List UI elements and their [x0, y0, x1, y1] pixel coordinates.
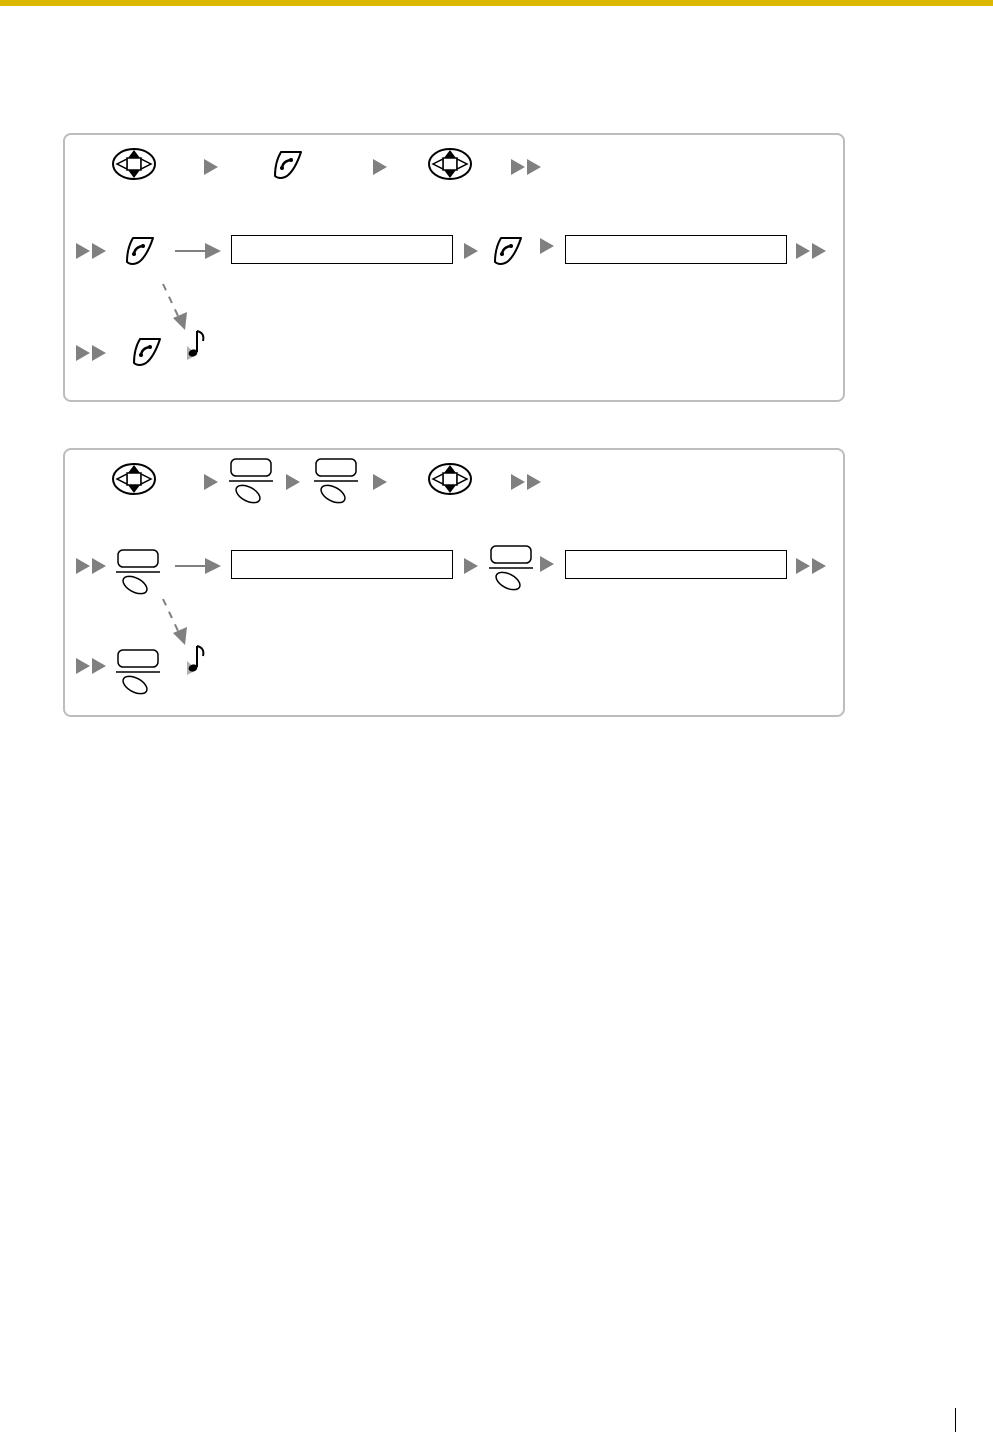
talk-key-icon	[132, 337, 162, 367]
talk-key-icon	[493, 236, 523, 266]
flexible-button-icon	[229, 458, 273, 504]
play-arrow-icon	[204, 474, 218, 490]
play-arrow-icon	[464, 558, 478, 574]
double-play-arrow-icon	[796, 558, 828, 574]
play-arrow-icon	[204, 159, 218, 175]
flexible-button-icon	[489, 545, 533, 591]
play-arrow-icon	[540, 556, 554, 572]
input-field-2[interactable]	[565, 550, 787, 579]
double-play-arrow-icon	[511, 474, 543, 490]
play-arrow-icon	[286, 474, 300, 490]
input-field-2[interactable]	[565, 235, 787, 264]
double-play-arrow-icon	[511, 159, 543, 175]
confirmation-tone-icon	[185, 643, 207, 677]
navigator-key-icon	[111, 147, 157, 181]
header-accent-rule	[0, 0, 993, 6]
navigator-key-icon	[427, 462, 473, 496]
input-field-1[interactable]	[231, 550, 453, 579]
right-arrow-icon	[175, 558, 221, 574]
dashed-diagonal-arrow-icon	[161, 282, 191, 332]
play-arrow-icon	[464, 243, 478, 259]
procedure-box-talk	[63, 133, 845, 402]
double-play-arrow-icon	[796, 243, 828, 259]
input-field-1[interactable]	[231, 235, 453, 264]
navigator-key-icon	[427, 147, 473, 181]
procedure-box-flexible	[63, 448, 845, 717]
double-play-arrow-icon	[76, 558, 108, 574]
play-arrow-icon	[373, 474, 387, 490]
double-play-arrow-icon	[76, 243, 108, 259]
flexible-button-icon	[314, 458, 358, 504]
play-arrow-icon	[540, 238, 554, 254]
right-arrow-icon	[175, 243, 221, 259]
flexible-button-icon	[116, 549, 160, 595]
flexible-button-icon	[116, 649, 160, 695]
navigator-key-icon	[111, 462, 157, 496]
double-play-arrow-icon	[76, 658, 108, 674]
talk-key-icon	[273, 150, 303, 180]
confirmation-tone-icon	[185, 328, 207, 362]
play-arrow-icon	[373, 159, 387, 175]
talk-key-icon	[125, 236, 155, 266]
page-edge-rule	[955, 1408, 956, 1432]
double-play-arrow-icon	[76, 345, 108, 361]
dashed-diagonal-arrow-icon	[161, 597, 191, 647]
